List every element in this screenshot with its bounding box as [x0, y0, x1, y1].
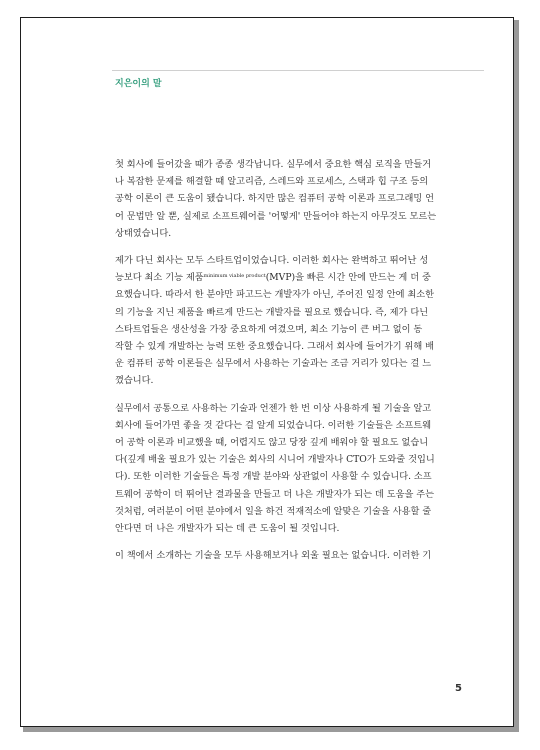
- text-line: 어 공학 이론과 비교했을 때, 어렵지도 않고 당장 깊게 배워야 할 필요도 없습니: [115, 437, 429, 449]
- text-line: 요했습니다. 따라서 한 분야만 파고드는 개발자가 아닌, 주어진 일정 안에 최소한: [115, 289, 435, 301]
- text-line: 상태였습니다.: [115, 227, 172, 239]
- paragraph-1: [115, 156, 483, 242]
- text-line: 것처럼, 여러분이 어떤 분야에서 일을 하건 적재적소에 알맞은 기술을 사용할 줄: [115, 505, 432, 517]
- text-line: 공학 이론이 큰 도움이 됐습니다. 하지만 많은 컴퓨터 공학 이론과 프로그래밍 언: [115, 193, 435, 205]
- text-line: 작할 수 있게 개발하는 능력 또한 중요했습니다. 그래서 회사에 들어가기 위해 배: [115, 341, 435, 353]
- text-line: 다(깊게 배울 필요가 있는 기술은 회사의 시니어 개발자나 CTO가 도와줄 것입니: [115, 454, 435, 466]
- text-line: 스타트업들은 생산성을 가장 중요하게 여겼으며, 최소 기능이 큰 버그 없이 동: [115, 323, 423, 335]
- book-page: [20, 17, 514, 727]
- text-line-mvp: [115, 269, 483, 286]
- paragraph-4: [115, 547, 483, 564]
- text-line: 이 책에서 소개하는 기술을 모두 사용해보거나 외울 필요는 없습니다. 이러한 기: [115, 550, 432, 562]
- text-line: 다). 또한 이러한 기술들은 특정 개발 분야와 상관없이 사용할 수 있습니다. 소프: [115, 471, 432, 483]
- text-line: 첫 회사에 들어갔을 때가 종종 생각납니다. 실무에서 중요한 핵심 로직을 만들거: [115, 159, 432, 170]
- text-line: 안다면 더 나은 개발자가 되는 데 큰 도움이 될 것입니다.: [115, 523, 340, 535]
- text-line: 트웨어 공학이 더 뛰어난 결과물을 만들고 더 나은 개발자가 되는 데 도움을 주는: [115, 488, 435, 500]
- text-segment: 능보다 최소 기능 제품: [115, 272, 204, 284]
- text-line: 회사에 들어가면 좋을 것 같다는 걸 알게 되었습니다. 이러한 기술들은 소프트웨: [115, 419, 432, 431]
- paragraph-3: [115, 400, 483, 538]
- text-line: 제가 다닌 회사는 모두 스타트업이었습니다. 이러한 회사는 완벽하고 뛰어난 성: [115, 255, 429, 267]
- page-number: 5: [455, 683, 462, 694]
- text-line: 실무에서 공통으로 사용하는 기술과 언젠가 한 번 이상 사용하게 될 기술을 알고: [115, 402, 432, 414]
- text-segment: (MVP)을 빠른 시간 안에 만드는 게 더 중: [265, 272, 431, 284]
- header-rule: [112, 70, 484, 71]
- text-line: 의 기능을 지닌 제품을 빠르게 만드는 개발자를 필요로 했습니다. 즉, 제가 다닌: [115, 306, 429, 318]
- paragraph-2: [115, 252, 483, 390]
- section-label: 지은이의 말: [115, 79, 162, 89]
- text-line: 나 복잡한 문제를 해결할 때 알고리즘, 스레드와 프로세스, 스택과 힙 구조 등의: [115, 176, 429, 188]
- text-line: 꼈습니다.: [115, 375, 154, 387]
- text-line: 운 컴퓨터 공학 이론들은 실무에서 사용하는 기술과는 조금 거리가 있다는 걸 느: [115, 358, 432, 370]
- body-text: [115, 156, 483, 574]
- text-line: 어 문법만 알 뿐, 실제로 소프트웨어를 '어떻게' 만들어야 하는지 아무것도 모르는: [115, 210, 437, 222]
- mvp-superscript: minimum viable product: [203, 273, 266, 280]
